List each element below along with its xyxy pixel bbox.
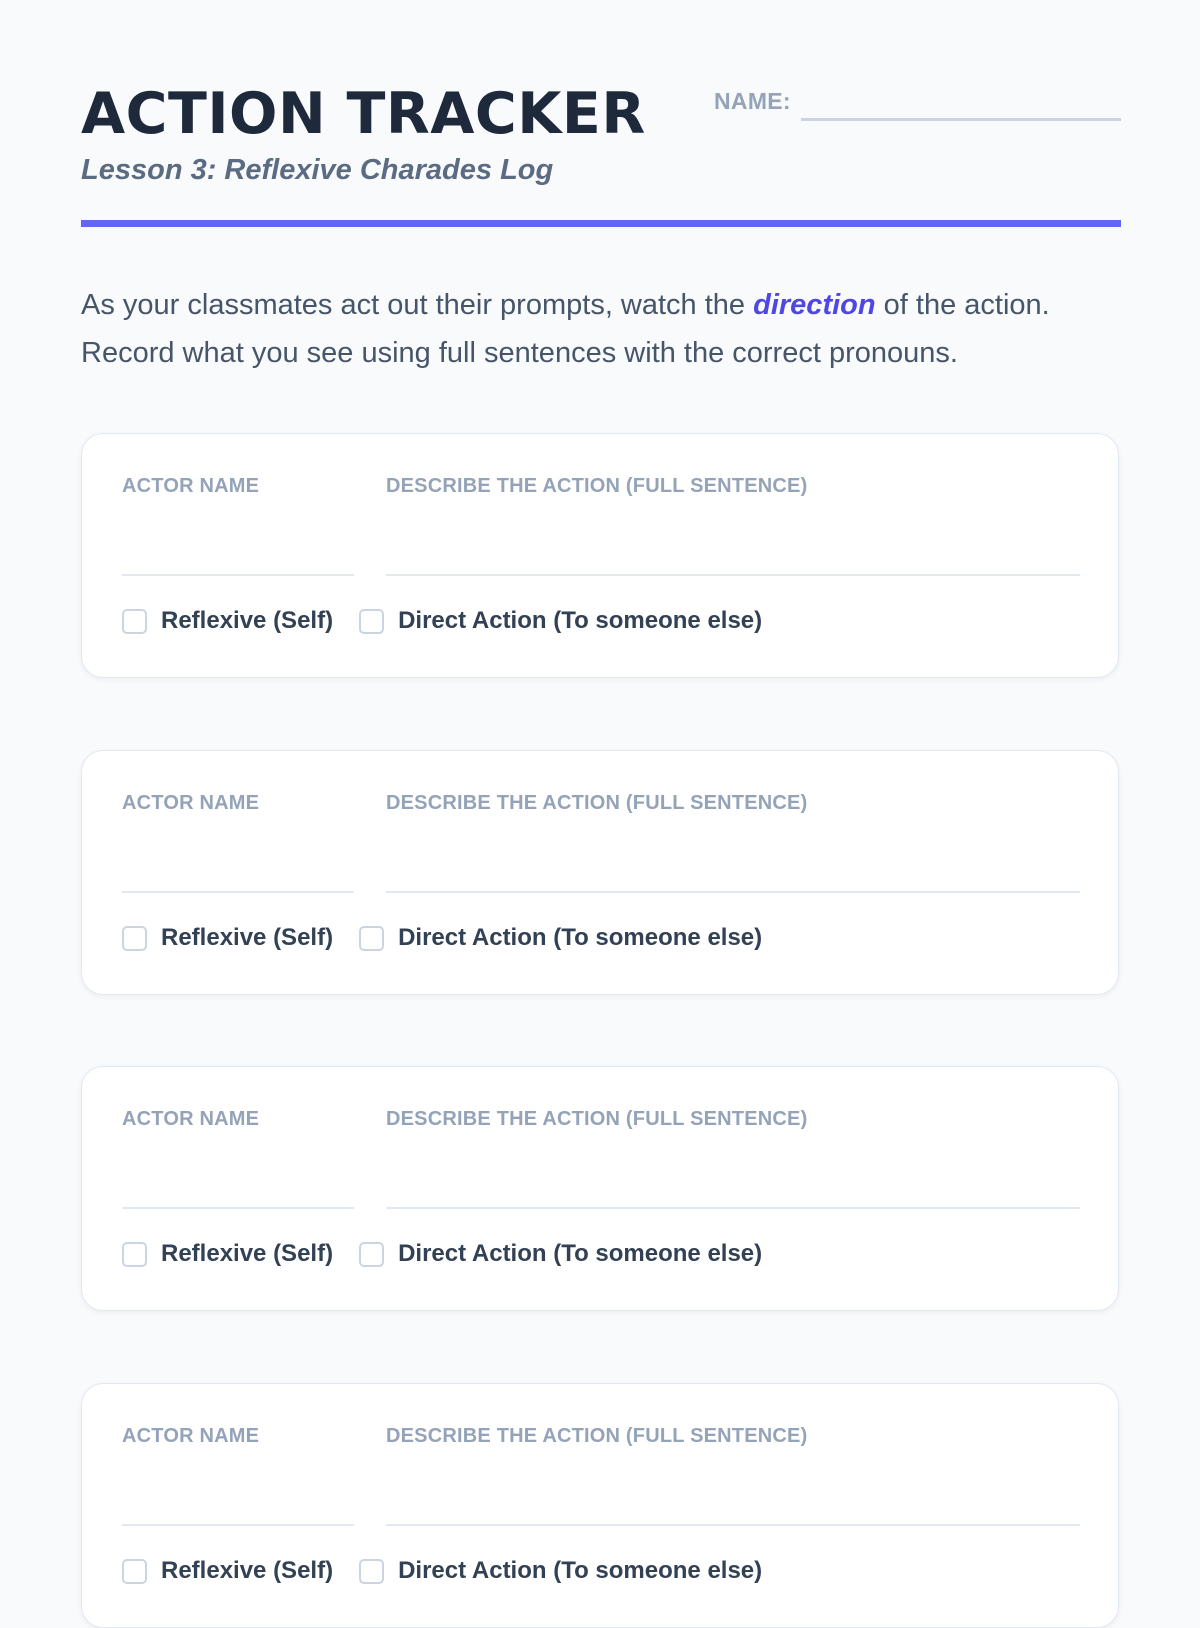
direct-action-checkbox-label[interactable]: Direct Action (To someone else) bbox=[398, 607, 763, 634]
reflexive-checkbox-label[interactable]: Reflexive (Self) bbox=[161, 924, 334, 951]
instructions-text-end: of the action. Record what you see using full sentences with the correct pronouns. bbox=[81, 289, 1050, 369]
actor-name-field[interactable] bbox=[122, 574, 354, 576]
action-description-field[interactable] bbox=[386, 1207, 1080, 1209]
worksheet-page bbox=[81, 0, 1121, 1584]
reflexive-checkbox[interactable] bbox=[122, 609, 147, 634]
actor-name-label: ACTOR NAME bbox=[122, 475, 260, 497]
direct-action-checkbox[interactable] bbox=[359, 926, 384, 951]
action-description-label: DESCRIBE THE ACTION (FULL SENTENCE) bbox=[386, 475, 808, 497]
direction-options bbox=[122, 923, 762, 953]
instructions-text-start: As your classmates act out their prompts, watch the bbox=[81, 289, 754, 321]
actor-name-field[interactable] bbox=[122, 1524, 354, 1526]
action-description-label: DESCRIBE THE ACTION (FULL SENTENCE) bbox=[386, 1108, 808, 1130]
reflexive-checkbox[interactable] bbox=[122, 1242, 147, 1267]
action-description-field[interactable] bbox=[386, 1524, 1080, 1526]
action-entry-card bbox=[81, 1066, 1119, 1311]
direction-options bbox=[122, 1556, 762, 1586]
reflexive-checkbox-label[interactable]: Reflexive (Self) bbox=[161, 607, 334, 634]
action-description-field[interactable] bbox=[386, 891, 1080, 893]
direct-action-checkbox-label[interactable]: Direct Action (To someone else) bbox=[398, 924, 763, 951]
action-entry-card bbox=[81, 433, 1119, 678]
action-description-field[interactable] bbox=[386, 574, 1080, 576]
direct-action-checkbox[interactable] bbox=[359, 1242, 384, 1267]
instructions-emphasis: direction bbox=[753, 289, 876, 321]
student-name-label: NAME: bbox=[714, 88, 791, 114]
direct-action-checkbox[interactable] bbox=[359, 609, 384, 634]
direct-action-checkbox-label[interactable]: Direct Action (To someone else) bbox=[398, 1240, 763, 1267]
reflexive-checkbox-label[interactable]: Reflexive (Self) bbox=[161, 1240, 334, 1267]
direction-options bbox=[122, 606, 762, 636]
reflexive-checkbox[interactable] bbox=[122, 1559, 147, 1584]
reflexive-checkbox-label[interactable]: Reflexive (Self) bbox=[161, 1557, 334, 1584]
page-subtitle: Lesson 3: Reflexive Charades Log bbox=[81, 154, 554, 186]
page-title: ACTION TRACKER bbox=[81, 81, 646, 147]
action-description-label: DESCRIBE THE ACTION (FULL SENTENCE) bbox=[386, 1425, 808, 1447]
actor-name-field[interactable] bbox=[122, 1207, 354, 1209]
actor-name-label: ACTOR NAME bbox=[122, 1108, 260, 1130]
worksheet-header bbox=[81, 0, 1121, 228]
direct-action-checkbox[interactable] bbox=[359, 1559, 384, 1584]
direction-options bbox=[122, 1239, 762, 1269]
action-entry-card bbox=[81, 1383, 1119, 1628]
action-entry-card bbox=[81, 750, 1119, 995]
action-description-label: DESCRIBE THE ACTION (FULL SENTENCE) bbox=[386, 792, 808, 814]
direct-action-checkbox-label[interactable]: Direct Action (To someone else) bbox=[398, 1557, 763, 1584]
student-name-field[interactable] bbox=[801, 118, 1121, 121]
reflexive-checkbox[interactable] bbox=[122, 926, 147, 951]
header-divider bbox=[81, 220, 1121, 227]
actor-name-label: ACTOR NAME bbox=[122, 792, 260, 814]
actor-name-label: ACTOR NAME bbox=[122, 1425, 260, 1447]
instructions-text bbox=[81, 281, 1121, 377]
actor-name-field[interactable] bbox=[122, 891, 354, 893]
